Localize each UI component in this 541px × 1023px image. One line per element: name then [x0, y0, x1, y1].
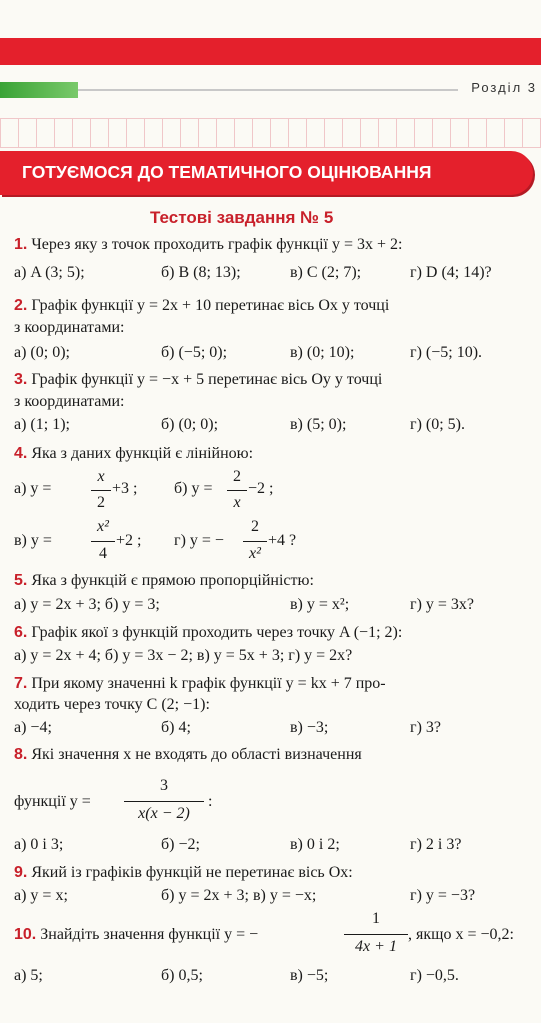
option-b: б) 0,5; [161, 967, 203, 984]
fraction-bar [91, 541, 115, 542]
option-b: б) B (8; 13); [161, 264, 241, 281]
option-c: в) (5; 0); [290, 416, 347, 433]
option-b-c: б) y = 2x + 3; в) y = −x; [161, 887, 317, 904]
option-b: б) 4; [161, 719, 191, 736]
option-c: в) C (2; 7); [290, 264, 362, 281]
frac-den: 2 [97, 494, 105, 511]
option-b: б) (0; 0); [161, 416, 219, 433]
task-number: 8. [14, 746, 28, 763]
task-2 [14, 297, 389, 315]
frac-num: 1 [372, 910, 380, 927]
task-number: 6. [14, 624, 28, 641]
task-text: Графік функції y = 2x + 10 перетинає вісь Ox у точці [31, 297, 390, 314]
task-9 [14, 864, 353, 882]
task-4-row-1 [14, 468, 534, 518]
option-a: а) 5; [14, 967, 43, 984]
frac-den: 4x + 1 [355, 938, 397, 955]
task-text: Яка з функцій є прямою пропорційністю: [31, 572, 314, 589]
task-text: Знайдіть значення функції y = − [40, 926, 259, 943]
task-8-options [14, 836, 534, 856]
task-5 [14, 572, 314, 590]
task-number: 1. [14, 236, 28, 253]
task-2-text-cont: з координатами: [14, 319, 125, 336]
task-10-options [14, 967, 534, 987]
green-accent-bar [0, 82, 78, 98]
task-number: 7. [14, 675, 28, 692]
option-a: а) (0; 0); [14, 344, 70, 361]
header-divider [78, 89, 458, 91]
option-a: а) (1; 1); [14, 416, 70, 433]
frac-den: x(x − 2) [138, 805, 190, 822]
task-7-options [14, 719, 534, 739]
option-c: в) −3; [290, 719, 329, 736]
frac-den: 4 [99, 545, 107, 562]
fraction-bar [344, 934, 408, 935]
option-d: г) (0; 5). [410, 416, 465, 433]
task-1-options [14, 264, 534, 284]
task-10-lhs [14, 926, 258, 944]
task-9-options [14, 887, 534, 907]
task-number: 10. [14, 926, 37, 943]
task-3-options [14, 416, 534, 436]
frac-num: x² [97, 518, 109, 535]
task-text: Графік функції y = −x + 5 перетинає вісь Oy у точці [31, 371, 383, 388]
option-d-rhs: +4 ? [268, 532, 297, 549]
task-8 [14, 746, 362, 764]
option-d: г) (−5; 10). [410, 344, 483, 361]
frac-den: x [233, 494, 241, 511]
option-b: б) (−5; 0); [161, 344, 228, 361]
task-number: 5. [14, 572, 28, 589]
task-3-text-cont: з координатами: [14, 393, 125, 410]
task-1 [14, 236, 402, 254]
task-text: Графік якої з функцій проходить через точку A (−1; 2): [31, 624, 403, 641]
task-8-formula [14, 777, 534, 829]
task-text: При якому значенні k графік функції y = kx + 7 про- [31, 675, 386, 692]
formula-lhs: функції y = [14, 793, 91, 810]
task-number: 2. [14, 297, 28, 314]
frac-num: x [97, 468, 105, 485]
option-a: а) y = x; [14, 887, 68, 904]
option-a-lhs: а) y = [14, 480, 52, 497]
task-7-text-cont: ходить через точку C (2; −1): [14, 696, 210, 713]
option-d: г) 3? [410, 719, 441, 736]
task-number: 3. [14, 371, 28, 388]
frac-num: 2 [233, 468, 241, 485]
option-b-lhs: б) y = [174, 480, 213, 497]
task-6-options: а) y = 2x + 4; б) y = 3x − 2; в) y = 5x + 3; г) y = 2x? [14, 647, 353, 664]
option-d: г) −0,5. [410, 967, 459, 984]
frac-den: x² [249, 545, 261, 562]
option-b-rhs: −2 ; [248, 480, 274, 497]
option-b: б) −2; [161, 836, 200, 853]
frac-num: 3 [160, 777, 168, 794]
option-a: а) A (3; 5); [14, 264, 85, 281]
option-a-rhs: +3 ; [112, 480, 138, 497]
decorative-ruler [0, 118, 541, 148]
banner-title: ГОТУЄМОСЯ ДО ТЕМАТИЧНОГО ОЦІНЮВАННЯ [22, 162, 432, 182]
option-d-lhs: г) y = − [174, 532, 224, 549]
fraction-bar [243, 541, 267, 542]
option-c: в) (0; 10); [290, 344, 355, 361]
task-number: 4. [14, 445, 28, 462]
fraction-bar [227, 490, 247, 491]
task-number: 9. [14, 864, 28, 881]
task-text: Який із графіків функцій не перетинає вісь Ox: [31, 864, 353, 881]
chapter-banner [0, 151, 533, 195]
fraction-bar [124, 801, 204, 802]
option-d: г) 2 і 3? [410, 836, 462, 853]
option-c-rhs: +2 ; [116, 532, 142, 549]
option-a-b: а) y = 2x + 3; б) y = 3; [14, 596, 160, 613]
task-10 [14, 910, 539, 962]
option-c: в) y = x²; [290, 596, 350, 613]
task-7 [14, 675, 386, 693]
option-a: а) −4; [14, 719, 52, 736]
task-5-options [14, 596, 534, 616]
task-10-rhs: , якщо x = −0,2: [408, 926, 514, 943]
option-a: а) 0 і 3; [14, 836, 64, 853]
task-4-row-2 [14, 518, 534, 568]
task-3 [14, 371, 382, 389]
option-c: в) −5; [290, 967, 329, 984]
option-d: г) y = −3? [410, 887, 476, 904]
task-4 [14, 445, 253, 463]
task-text: Через яку з точок проходить графік функції y = 3x + 2: [31, 236, 403, 253]
option-c: в) 0 і 2; [290, 836, 340, 853]
option-c-lhs: в) y = [14, 532, 52, 549]
option-d: г) D (4; 14)? [410, 264, 492, 281]
fraction-bar [91, 490, 111, 491]
task-text: Яка з даних функцій є лінійною: [31, 445, 254, 462]
task-text: Які значення x не входять до області визначення [31, 746, 362, 763]
formula-rhs: : [208, 793, 213, 810]
frac-num: 2 [251, 518, 259, 535]
option-d: г) y = 3x? [410, 596, 475, 613]
task-2-options [14, 344, 534, 364]
top-red-bar [0, 38, 541, 65]
task-6 [14, 624, 402, 642]
page-title: Тестові завдання № 5 [150, 208, 334, 227]
section-label: Розділ 3 [471, 80, 537, 95]
